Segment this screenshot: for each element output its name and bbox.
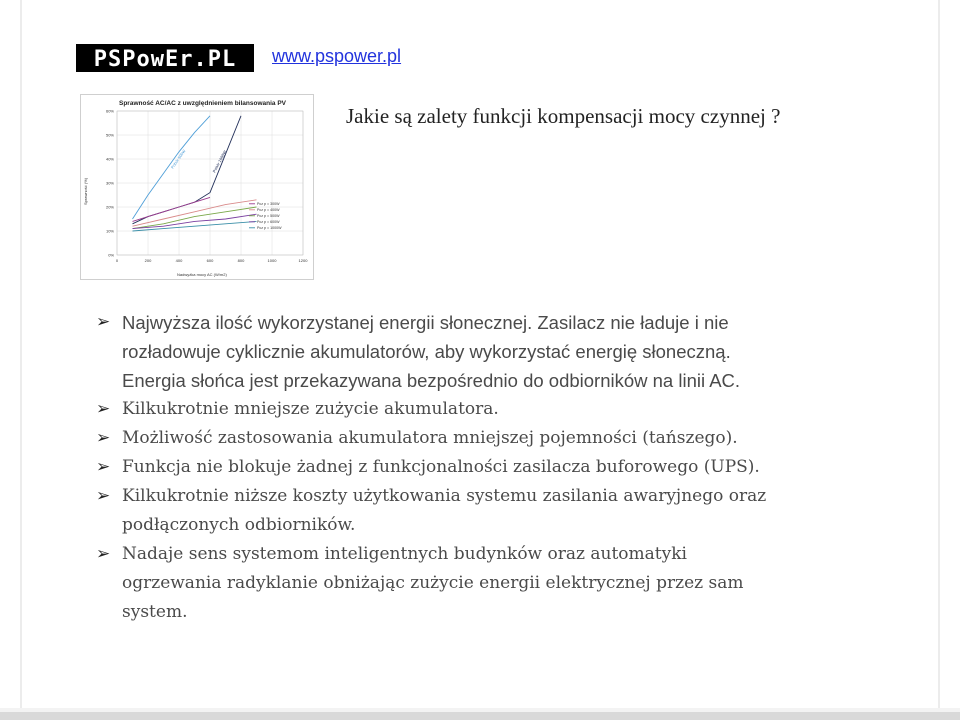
y-tick-label: 20% bbox=[105, 204, 114, 210]
advantages-list bbox=[96, 308, 896, 627]
efficiency-chart bbox=[80, 94, 314, 280]
advantage-text-line: Kilkukrotnie niższe koszty użytkowania systemu zasilania awaryjnego oraz bbox=[122, 486, 767, 506]
series-line bbox=[133, 200, 257, 226]
chart-grid bbox=[117, 111, 303, 255]
bullet-arrow-icon: ➢ bbox=[96, 399, 111, 419]
x-tick-label: 0 bbox=[115, 258, 119, 263]
y-tick-label: 60% bbox=[105, 108, 114, 114]
y-tick-label: 40% bbox=[105, 156, 114, 162]
y-tick-label: 10% bbox=[105, 228, 114, 234]
curve-label-500w: Pobór 500W bbox=[169, 148, 187, 170]
advantage-text-line: Nadaje sens systemom inteligentnych budynków oraz automatyki bbox=[122, 544, 687, 564]
chart-title: Sprawność AC/AC z uwzględnieniem bilansowania PV bbox=[119, 100, 286, 107]
series-line bbox=[133, 221, 257, 231]
legend-label: Pcz p = 600W bbox=[257, 220, 280, 224]
y-tick-label: 50% bbox=[105, 132, 114, 138]
series-line bbox=[133, 207, 257, 229]
curve-label-1000w: Pobór 1000W bbox=[211, 149, 228, 174]
advantage-text-line: Kilkukrotnie mniejsze zużycie akumulatora. bbox=[122, 399, 499, 419]
advantage-text-line: rozładowuje cyklicznie akumulatorów, aby wykorzystać energię słoneczną. bbox=[122, 341, 731, 362]
site-link[interactable]: www.pspower.pl bbox=[272, 46, 402, 66]
bullet-arrow-icon: ➢ bbox=[96, 486, 111, 506]
efficiency-chart-svg bbox=[81, 95, 313, 279]
legend-label: Pcz p = 300W bbox=[257, 202, 280, 206]
bullet-arrow-icon: ➢ bbox=[96, 457, 111, 477]
chart-series bbox=[133, 116, 257, 231]
chart-ticks bbox=[106, 108, 308, 263]
advantage-item bbox=[96, 453, 896, 482]
legend-label: Pcz p = 400W bbox=[257, 208, 280, 212]
advantage-text-line: ogrzewania radyklanie obniżając zużycie energii elektrycznej przez sam bbox=[122, 573, 744, 593]
question-heading: Jakie są zalety funkcji kompensacji mocy czynnej ? bbox=[346, 104, 781, 128]
x-tick-label: 1200 bbox=[298, 258, 308, 263]
y-tick-label: 30% bbox=[105, 180, 114, 186]
chart-ylabel: Sprawność (%) bbox=[83, 177, 88, 205]
x-tick-label: 1000 bbox=[267, 258, 277, 263]
bullet-arrow-icon: ➢ bbox=[96, 312, 111, 332]
legend-label: Pcz p = 500W bbox=[257, 214, 280, 218]
advantage-text-line: system. bbox=[122, 602, 188, 622]
left-frame-bar bbox=[0, 0, 22, 720]
right-frame-bar bbox=[938, 0, 960, 720]
advantage-item bbox=[96, 308, 896, 395]
x-tick-label: 400 bbox=[175, 258, 183, 263]
bottom-band bbox=[0, 712, 960, 720]
y-tick-label: 0% bbox=[108, 252, 114, 258]
bullet-arrow-icon: ➢ bbox=[96, 544, 111, 564]
advantage-text-line: Energia słońca jest przekazywana bezpośrednio do odbiorników na linii AC. bbox=[122, 370, 741, 391]
advantage-text-line: Najwyższa ilość wykorzystanej energii słonecznej. Zasilacz nie ładuje i nie bbox=[122, 312, 729, 333]
series-line bbox=[133, 116, 242, 224]
x-tick-label: 200 bbox=[144, 258, 152, 263]
x-tick-label: 800 bbox=[237, 258, 245, 263]
advantage-item bbox=[96, 424, 896, 453]
chart-xlabel: Nadwyżka mocy AC (W/m2) bbox=[177, 272, 227, 277]
advantage-text-line: podłączonych odbiorników. bbox=[122, 515, 356, 535]
advantage-item bbox=[96, 395, 896, 424]
chart-legend bbox=[249, 202, 282, 230]
advantage-text-line: Funkcja nie blokuje żadnej z funkcjonalności zasilacza buforowego (UPS). bbox=[122, 457, 760, 477]
legend-label: Pcz p = 1000W bbox=[257, 226, 282, 230]
advantage-item bbox=[96, 482, 896, 540]
advantage-item bbox=[96, 540, 896, 627]
x-tick-label: 600 bbox=[206, 258, 214, 263]
advantage-text-line: Możliwość zastosowania akumulatora mniejszej pojemności (tańszego). bbox=[122, 428, 738, 448]
pspower-logo: PSPowEr.PL bbox=[76, 44, 254, 72]
bullet-arrow-icon: ➢ bbox=[96, 428, 111, 448]
